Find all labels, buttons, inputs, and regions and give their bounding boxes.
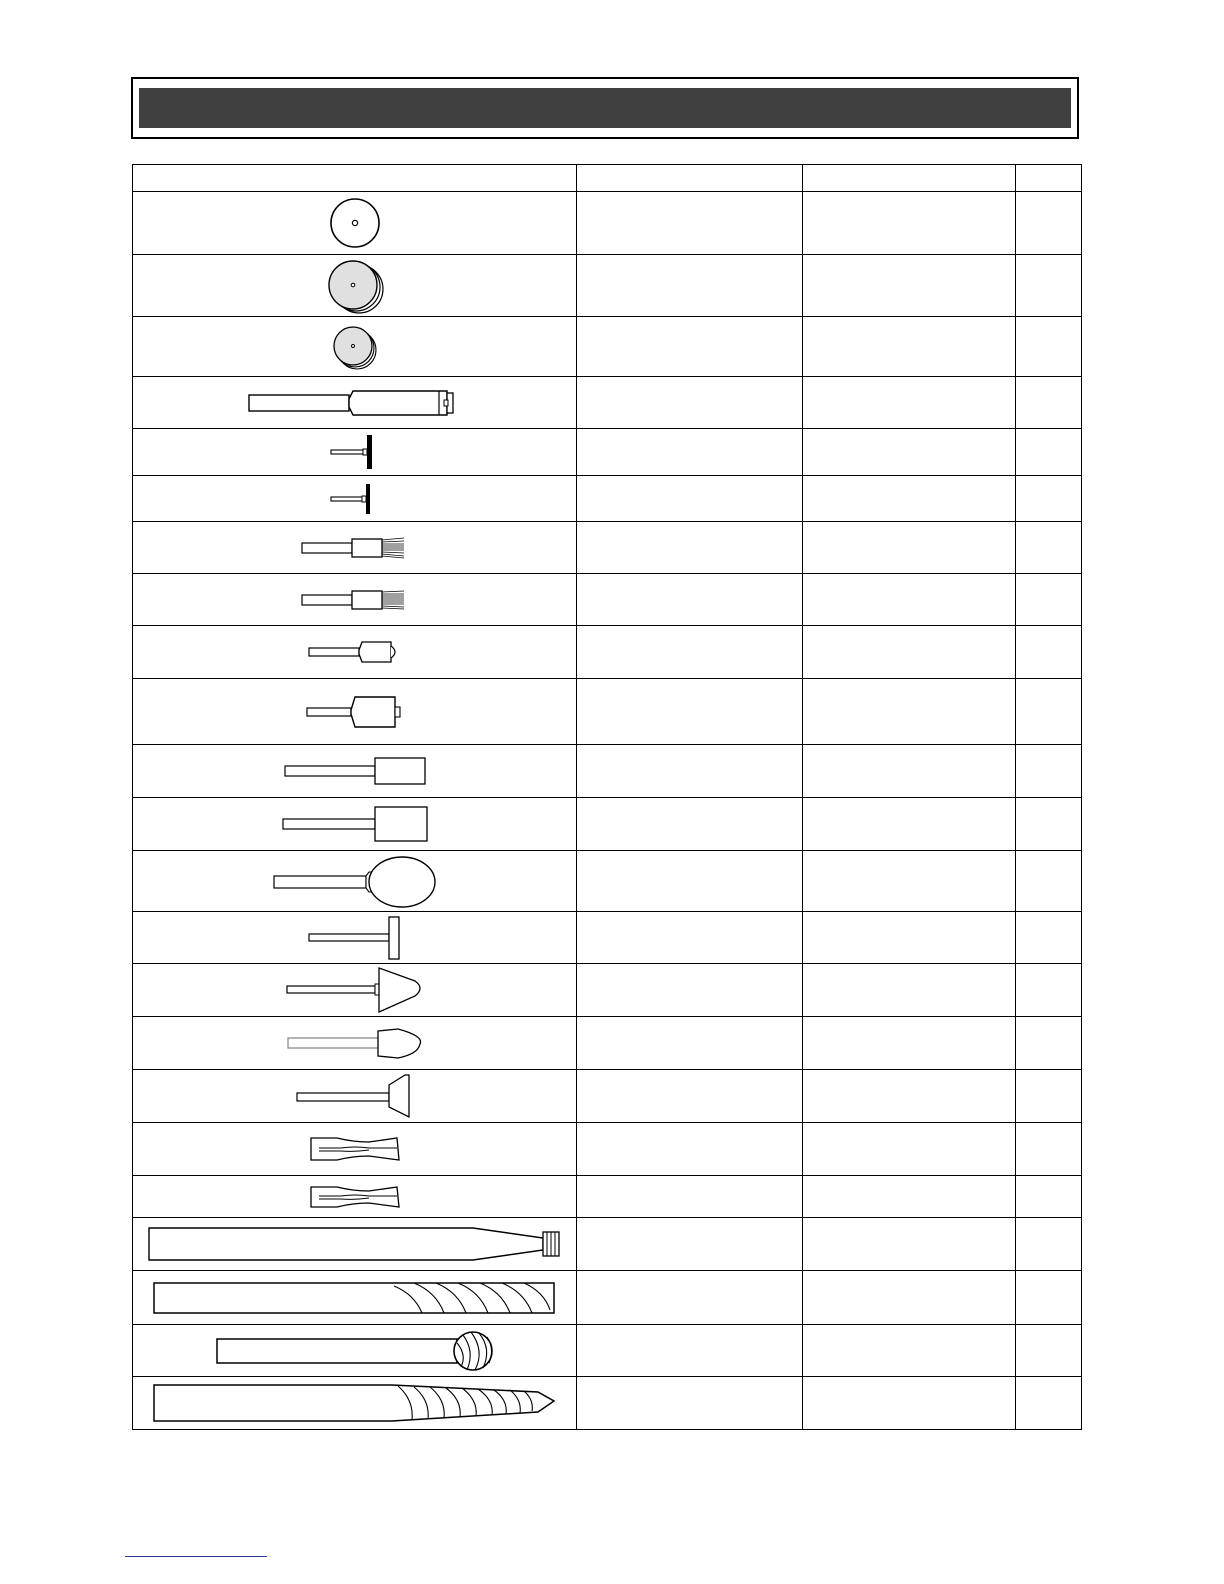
- footer-rule: [125, 1556, 267, 1557]
- parts-table: [132, 164, 1082, 1430]
- part-no-cell: [803, 964, 1016, 1017]
- table-row: [133, 1017, 1082, 1070]
- qty-cell: [1016, 476, 1082, 522]
- column-header-description: [577, 165, 803, 192]
- qty-cell: [1016, 1325, 1082, 1377]
- description-cell: [577, 1123, 803, 1176]
- part-no-cell: [803, 476, 1016, 522]
- description-cell: [577, 912, 803, 964]
- collet-wrench-icon: [147, 1224, 563, 1264]
- part-no-cell: [803, 1218, 1016, 1271]
- illustration-cell: [133, 964, 577, 1017]
- part-no-cell: [803, 679, 1016, 745]
- part-no-cell: [803, 1123, 1016, 1176]
- end-brush-icon: [300, 535, 410, 561]
- qty-cell: [1016, 1377, 1082, 1430]
- part-no-cell: [803, 798, 1016, 851]
- cut-off-wheel-icon: [325, 195, 385, 251]
- ball-burr-icon: [215, 1329, 495, 1373]
- part-no-cell: [803, 1176, 1016, 1218]
- qty-cell: [1016, 1123, 1082, 1176]
- part-no-cell: [803, 574, 1016, 626]
- illustration-cell: [133, 1123, 577, 1176]
- part-no-cell: [803, 522, 1016, 574]
- illustration-cell: [133, 1325, 577, 1377]
- qty-cell: [1016, 745, 1082, 798]
- part-no-cell: [803, 317, 1016, 377]
- illustration-cell: [133, 679, 577, 745]
- description-cell: [577, 851, 803, 912]
- table-row: [133, 522, 1082, 574]
- qty-cell: [1016, 964, 1082, 1017]
- table-row: [133, 192, 1082, 255]
- description-cell: [577, 679, 803, 745]
- illustration-cell: [133, 377, 577, 429]
- table-row: [133, 745, 1082, 798]
- illustration-cell: [133, 1218, 577, 1271]
- table-row: [133, 964, 1082, 1017]
- part-no-cell: [803, 1377, 1016, 1430]
- description-cell: [577, 626, 803, 679]
- illustration-cell: [133, 745, 577, 798]
- description-cell: [577, 1377, 803, 1430]
- qty-cell: [1016, 377, 1082, 429]
- description-cell: [577, 1271, 803, 1325]
- part-no-cell: [803, 1271, 1016, 1325]
- illustration-cell: [133, 626, 577, 679]
- qty-cell: [1016, 255, 1082, 317]
- felt-cylinder-small-icon: [283, 756, 427, 786]
- illustration-cell: [133, 1377, 577, 1430]
- description-cell: [577, 798, 803, 851]
- cone-point-icon: [285, 966, 425, 1014]
- part-no-cell: [803, 912, 1016, 964]
- wheel-brush-small-icon: [325, 480, 385, 518]
- qty-cell: [1016, 522, 1082, 574]
- qty-cell: [1016, 1271, 1082, 1325]
- description-cell: [577, 574, 803, 626]
- end-brush-small-icon: [300, 587, 410, 613]
- illustration-cell: [133, 192, 577, 255]
- table-row: [133, 429, 1082, 476]
- table-row: [133, 317, 1082, 377]
- column-header-illustration: [133, 165, 577, 192]
- table-row: [133, 798, 1082, 851]
- table-row: [133, 626, 1082, 679]
- description-cell: [577, 1017, 803, 1070]
- qty-cell: [1016, 574, 1082, 626]
- part-no-cell: [803, 745, 1016, 798]
- illustration-cell: [133, 1271, 577, 1325]
- table-row: [133, 1070, 1082, 1123]
- felt-ball-icon: [272, 854, 438, 908]
- part-no-cell: [803, 1070, 1016, 1123]
- column-header-qty: [1016, 165, 1082, 192]
- description-cell: [577, 255, 803, 317]
- felt-cylinder-large-icon: [281, 805, 429, 843]
- part-no-cell: [803, 377, 1016, 429]
- table-row: [133, 377, 1082, 429]
- bullet-point-icon: [286, 1026, 424, 1060]
- part-no-cell: [803, 626, 1016, 679]
- t-wheel-point-icon: [307, 915, 403, 961]
- grinding-disc-stack-icon: [323, 257, 387, 315]
- description-cell: [577, 522, 803, 574]
- title-frame: [131, 77, 1079, 139]
- part-no-cell: [803, 1017, 1016, 1070]
- wheel-brush-icon: [325, 432, 385, 472]
- qty-cell: [1016, 626, 1082, 679]
- qty-cell: [1016, 1176, 1082, 1218]
- part-no-cell: [803, 255, 1016, 317]
- part-no-cell: [803, 192, 1016, 255]
- table-row: [133, 1218, 1082, 1271]
- part-no-cell: [803, 429, 1016, 476]
- part-no-cell: [803, 1325, 1016, 1377]
- table-row: [133, 1271, 1082, 1325]
- description-cell: [577, 377, 803, 429]
- qty-cell: [1016, 317, 1082, 377]
- illustration-cell: [133, 912, 577, 964]
- column-header-part-no: [803, 165, 1016, 192]
- table-row: [133, 1123, 1082, 1176]
- table-row: [133, 574, 1082, 626]
- qty-cell: [1016, 1017, 1082, 1070]
- illustration-cell: [133, 798, 577, 851]
- qty-cell: [1016, 679, 1082, 745]
- part-no-cell: [803, 851, 1016, 912]
- qty-cell: [1016, 798, 1082, 851]
- illustration-cell: [133, 255, 577, 317]
- description-cell: [577, 429, 803, 476]
- collet-small-icon: [307, 1183, 403, 1211]
- illustration-cell: [133, 1070, 577, 1123]
- sanding-drum-large-icon: [305, 692, 405, 732]
- description-cell: [577, 317, 803, 377]
- table-row: [133, 912, 1082, 964]
- description-cell: [577, 192, 803, 255]
- collet-large-icon: [307, 1134, 403, 1164]
- table-row: [133, 255, 1082, 317]
- mandrel-shaft-icon: [247, 385, 463, 421]
- inverted-cone-point-icon: [295, 1073, 415, 1119]
- qty-cell: [1016, 1070, 1082, 1123]
- illustration-cell: [133, 851, 577, 912]
- qty-cell: [1016, 851, 1082, 912]
- table-header-row: [133, 165, 1082, 192]
- sanding-drum-small-icon: [307, 636, 403, 668]
- illustration-cell: [133, 1176, 577, 1218]
- small-disc-stack-icon: [330, 322, 380, 372]
- flat-file-icon: [152, 1280, 558, 1316]
- table-row: [133, 851, 1082, 912]
- description-cell: [577, 745, 803, 798]
- description-cell: [577, 1325, 803, 1377]
- table-row: [133, 1325, 1082, 1377]
- description-cell: [577, 1176, 803, 1218]
- qty-cell: [1016, 1218, 1082, 1271]
- table-row: [133, 1377, 1082, 1430]
- qty-cell: [1016, 429, 1082, 476]
- illustration-cell: [133, 522, 577, 574]
- illustration-cell: [133, 574, 577, 626]
- qty-cell: [1016, 192, 1082, 255]
- description-cell: [577, 1218, 803, 1271]
- description-cell: [577, 476, 803, 522]
- illustration-cell: [133, 317, 577, 377]
- tapered-rasp-icon: [152, 1382, 558, 1424]
- table-row: [133, 476, 1082, 522]
- table-row: [133, 679, 1082, 745]
- illustration-cell: [133, 1017, 577, 1070]
- illustration-cell: [133, 476, 577, 522]
- title-bar: [139, 88, 1071, 128]
- illustration-cell: [133, 429, 577, 476]
- description-cell: [577, 1070, 803, 1123]
- table-row: [133, 1176, 1082, 1218]
- description-cell: [577, 964, 803, 1017]
- qty-cell: [1016, 912, 1082, 964]
